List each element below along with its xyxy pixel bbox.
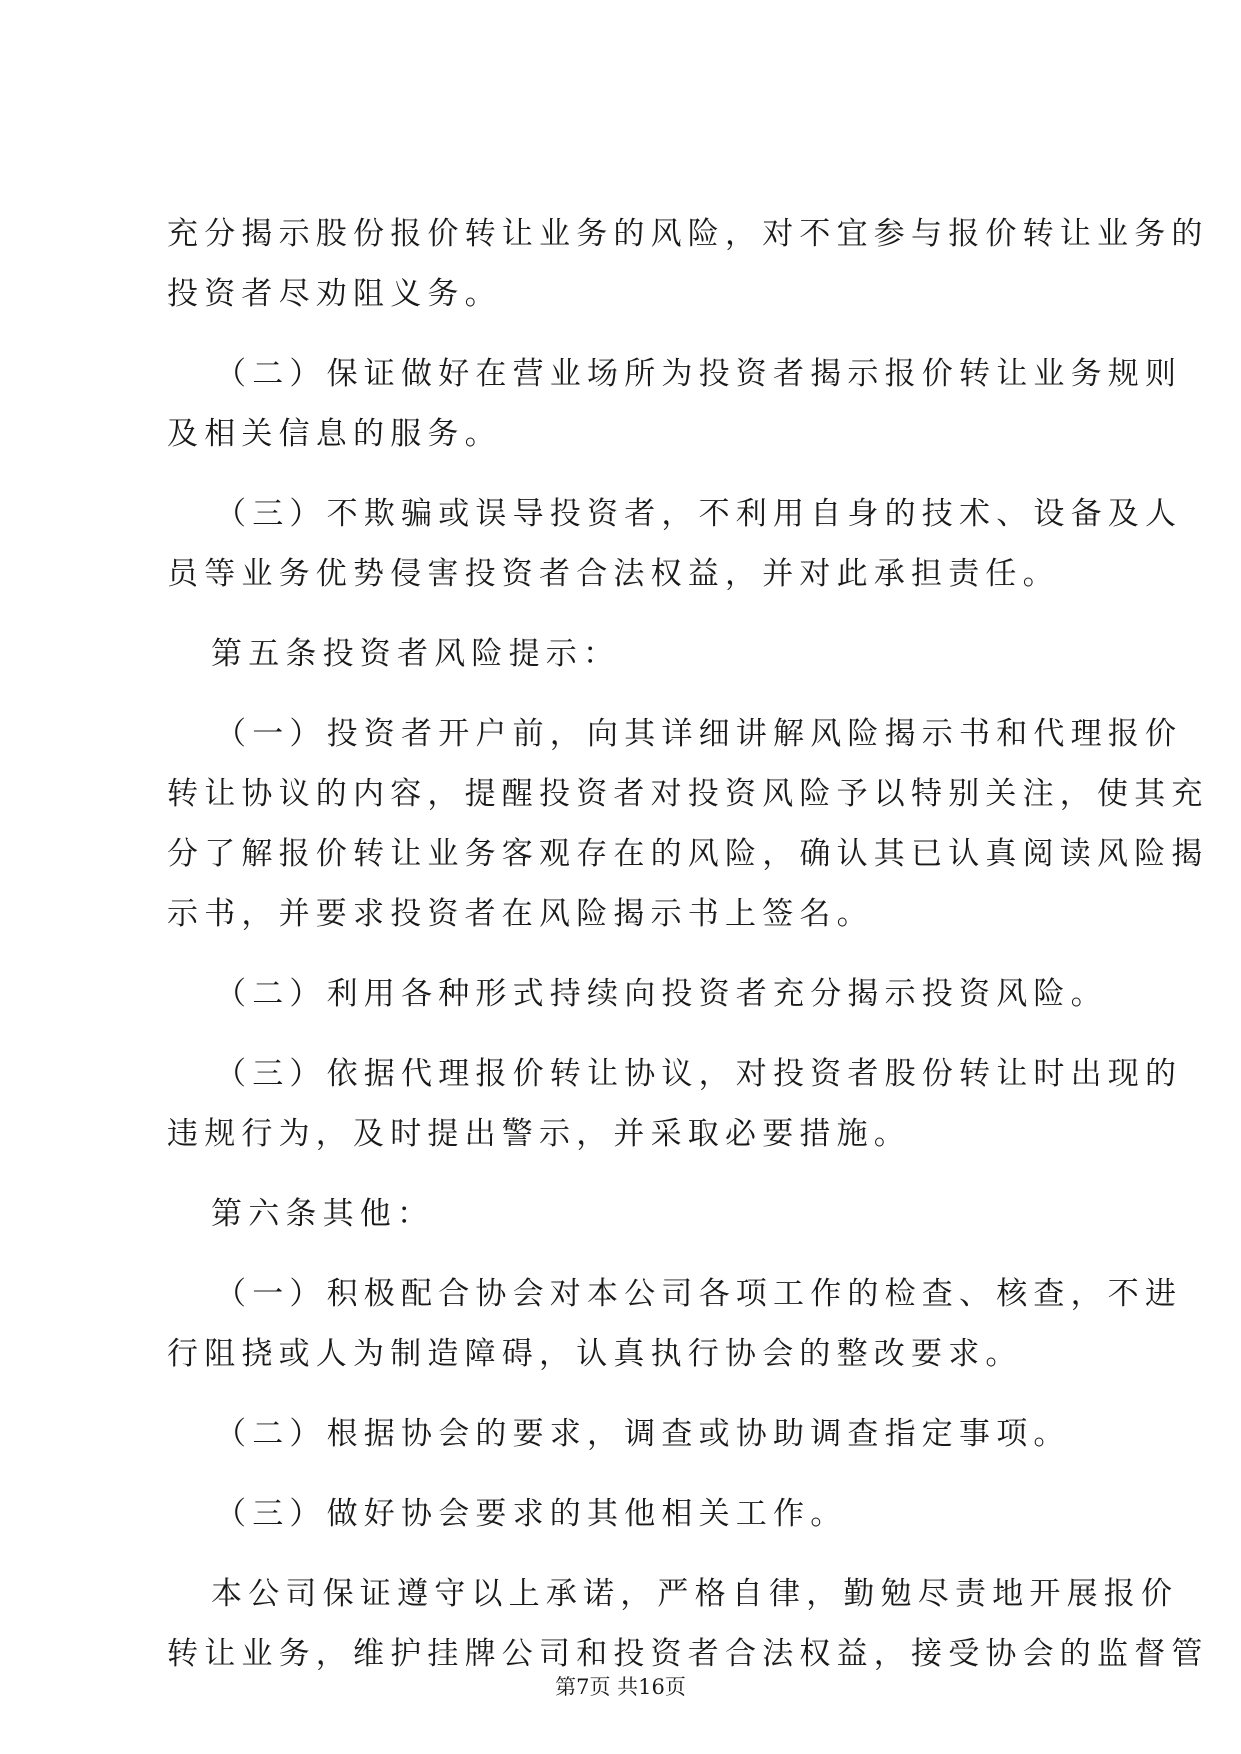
body-line: 投资者尽劝阻义务。 xyxy=(167,276,502,312)
body-line: 违规行为，及时提出警示，并采取必要措施。 xyxy=(167,1116,911,1152)
body-line: （三）做好协会要求的其他相关工作。 xyxy=(215,1496,848,1532)
body-line: 示书，并要求投资者在风险揭示书上签名。 xyxy=(167,896,874,932)
body-line: （二）保证做好在营业场所为投资者揭示报价转让业务规则 xyxy=(215,356,1183,392)
body-line: （二）根据协会的要求，调查或协助调查指定事项。 xyxy=(215,1416,1071,1452)
body-line: 员等业务优势侵害投资者合法权益，并对此承担责任。 xyxy=(167,556,1060,592)
body-line: （一）投资者开户前，向其详细讲解风险揭示书和代理报价 xyxy=(215,716,1183,752)
body-line: （三）依据代理报价转让协议，对投资者股份转让时出现的 xyxy=(215,1056,1183,1092)
body-line: 本公司保证遵守以上承诺，严格自律，勤勉尽责地开展报价 xyxy=(211,1576,1179,1612)
body-line: 充分揭示股份报价转让业务的风险，对不宜参与报价转让业务的 xyxy=(167,216,1209,252)
body-line: （三）不欺骗或误导投资者，不利用自身的技术、设备及人 xyxy=(215,496,1183,532)
body-line: （二）利用各种形式持续向投资者充分揭示投资风险。 xyxy=(215,976,1108,1012)
section-heading: 第五条投资者风险提示： xyxy=(211,636,621,672)
body-line: 行阻挠或人为制造障碍，认真执行协会的整改要求。 xyxy=(167,1336,1023,1372)
page-footer: 第7页 共16页 xyxy=(555,1675,686,1699)
body-line: 转让协议的内容，提醒投资者对投资风险予以特别关注，使其充 xyxy=(167,776,1209,812)
body-line: （一）积极配合协会对本公司各项工作的检查、核查，不进 xyxy=(215,1276,1183,1312)
body-line: 转让业务，维护挂牌公司和投资者合法权益，接受协会的监督管 xyxy=(167,1636,1209,1672)
section-heading: 第六条其他： xyxy=(211,1196,435,1232)
body-line: 分了解报价转让业务客观存在的风险，确认其已认真阅读风险揭 xyxy=(167,836,1209,872)
body-line: 及相关信息的服务。 xyxy=(167,416,502,452)
